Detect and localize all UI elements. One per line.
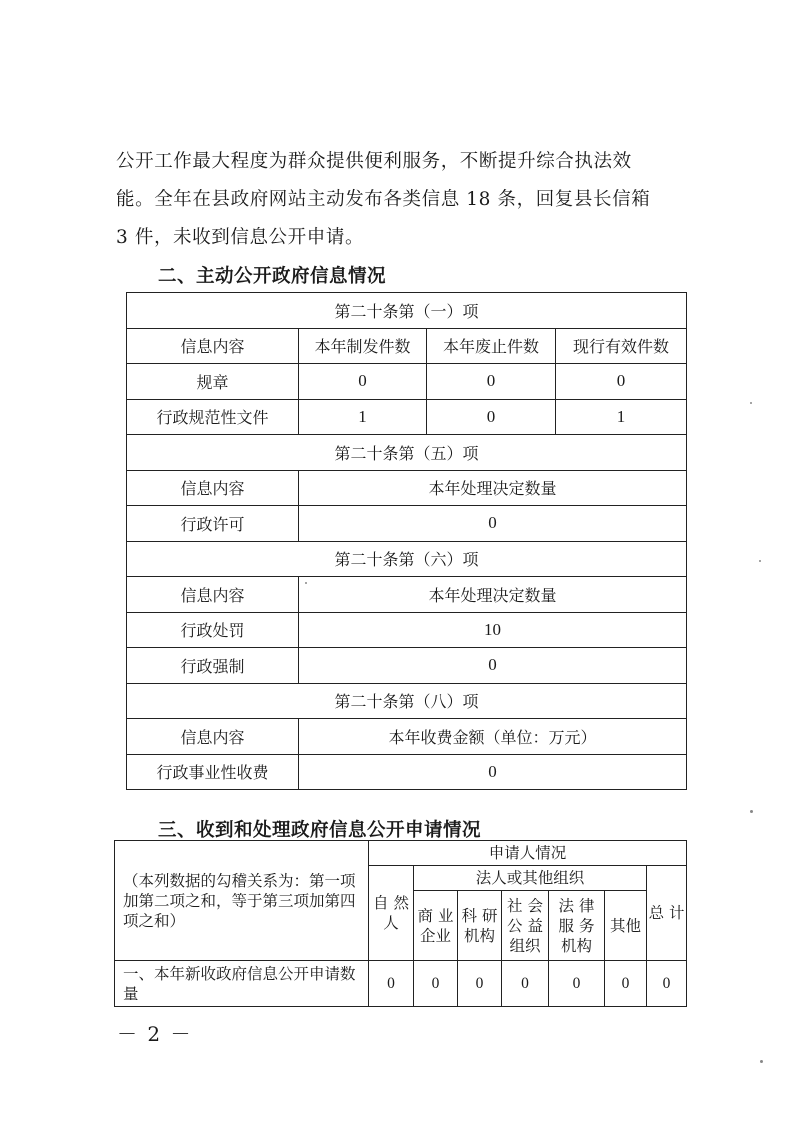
applicant-header: 申请人情况 [369,841,687,866]
cell-value: 0 [427,399,556,435]
article-5-title: 第二十条第（五）项 [127,435,687,471]
header-issued: 本年制发件数 [299,328,427,364]
cell-value: 0 [299,754,687,790]
other-header: 其他 [605,891,647,961]
cell-value: 0 [556,364,687,400]
article-1-title: 第二十条第（一）项 [127,293,687,329]
cell-value: 0 [502,961,549,1007]
legal-entity-header: 法人或其他组织 [414,866,647,891]
cell-value: 1 [299,399,427,435]
section-2-title: 二、主动公开政府信息情况 [158,266,387,287]
cell-value: 1 [556,399,687,435]
row-name: 行政处罚 [127,612,299,648]
proactive-disclosure-table [126,292,687,790]
header-content: 信息内容 [127,328,299,364]
table-row [127,648,687,684]
intro-line: 3 件，未收到信息公开申请。 [116,227,365,248]
table-row [115,961,687,1007]
scan-speck [305,582,307,584]
cell-value: 0 [414,961,458,1007]
section-3-title: 三、收到和处理政府信息公开申请情况 [158,820,482,841]
table-row [127,364,687,400]
note-cell: （本列数据的勾稽关系为：第一项加第二项之和，等于第三项加第四项之和） [115,841,369,961]
research-header: 科 研 机构 [458,891,502,961]
header-value: 本年处理决定数量 [299,577,687,613]
cell-value: 0 [458,961,502,1007]
article-8-title: 第二十条第（八）项 [127,683,687,719]
table-row [127,399,687,435]
cell-value: 0 [299,506,687,542]
table-row [127,754,687,790]
cell-value: 10 [299,612,687,648]
cell-value: 0 [647,961,687,1007]
application-table [114,840,687,1007]
total-header: 总 计 [647,866,687,961]
header-value: 本年处理决定数量 [299,470,687,506]
scan-speck [760,1060,763,1063]
header-value: 本年收费金额（单位：万元） [299,719,687,755]
legal-service-header: 法 律 服 务 机构 [549,891,605,961]
row-name: 行政规范性文件 [127,399,299,435]
table-row [127,612,687,648]
cell-value: 0 [605,961,647,1007]
row-name: 行政许可 [127,506,299,542]
scan-speck [750,402,752,404]
intro-paragraph [116,143,686,257]
row-name: 行政强制 [127,648,299,684]
row-name: 规章 [127,364,299,400]
table-row [127,506,687,542]
header-content: 信息内容 [127,470,299,506]
header-content: 信息内容 [127,577,299,613]
natural-person-header: 自 然 人 [369,866,414,961]
cell-value: 0 [369,961,414,1007]
cell-value: 0 [299,648,687,684]
intro-line: 公开工作最大程度为群众提供便利服务，不断提升综合执法效 [116,151,632,172]
commercial-header: 商 业 企业 [414,891,458,961]
row-name: 行政事业性收费 [127,754,299,790]
scan-speck [759,560,761,562]
cell-value: 0 [549,961,605,1007]
row-label: 一、本年新收政府信息公开申请数量 [115,961,369,1007]
cell-value: 0 [427,364,556,400]
social-header: 社 会 公 益 组织 [502,891,549,961]
page-number: － 2 － [117,1022,193,1046]
intro-line: 能。全年在县政府网站主动发布各类信息 18 条，回复县长信箱 [116,189,651,210]
header-valid: 现行有效件数 [556,328,687,364]
header-content: 信息内容 [127,719,299,755]
article-6-title: 第二十条第（六）项 [127,541,687,577]
cell-value: 0 [299,364,427,400]
scan-speck [750,810,753,813]
header-abolished: 本年废止件数 [427,328,556,364]
